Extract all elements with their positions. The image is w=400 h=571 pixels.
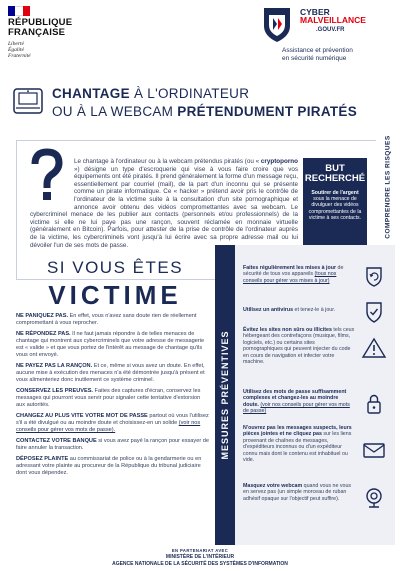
advice-item: CONSERVEZ LES PREUVES. Faites des captures d'écran, conservez les messages qui pourront vous servir pour signaler cette tentative d'extorsion aux autorités.: [16, 388, 201, 408]
mail-icon: [361, 439, 387, 461]
footer-ministry: MINISTÈRE DE L'INTÉRIEUR: [165, 554, 235, 560]
password-tips-link[interactable]: (voir nos conseils pour gérer vos mots de passe): [243, 401, 350, 415]
advice-item: CHANGEZ AU PLUS VITE VOTRE MOT DE PASSE partout où vous l'utilisez s'il a été divulgué ou au moindre doute et choisissez-en un solide (voir nos conseils pour gérer vos mots de passe).: [16, 413, 209, 433]
advice-item: NE PANIQUEZ PAS. En effet, vous n'avez sans doute rien de réellement compromettant à vous reprocher.: [16, 313, 197, 326]
mesure-item: Évitez les sites non sûrs ou illicites tels ceux hébergeant des contrefaçons (musique, films, logiciels, etc.) ou certains sites pornographiques qui peuvent injecter du code en cours de navigation et infecter votre machine.: [243, 327, 355, 366]
intro-text: Le chantage à l'ordinateur ou à la webcam prétendus piratés (ou « cryptoporno ») désigne un type d'escroquerie qui vise à vous faire croire que vos équipements ont été piratés. Il prend généralement la forme d'un message reçu, essentiellement par courriel (mail), de la part d'un inconnu qui se présente comme un pirate informatique. Ce « hacker » prétend avoir pris le contrôle de l'ordinateur de la victime suite à la consultation d'un site pornographique et annonce avoir obtenu des vidéos compromettantes avec sa webcam. Le cybercriminel menace de les publier aux contacts (personnels et/ou professionnels) de la victime si elle ne lui paye pas une rançon, souvent réclamée en monnaie virtuelle (généralement en Bitcoin). Parfois, pour attester de la prise de contrôle de l'ordinateur auprès de la victime, les cybercriminels vont jusqu'à lui écrire avec sa propre adresse mail ou lui dévoiler l'un de ses mots de passe.: [30, 158, 298, 249]
advice-item: NE PAYEZ PAS LA RANÇON. Et ce, même si vous avez un doute. En effet, aucune mise à exécution des menaces n'a été démontrée jusqu'à présent et vous alimenteriez donc inutilement ce système criminel.: [16, 363, 205, 383]
title-line-1: CHANTAGE À L'ORDINATEUR: [52, 86, 250, 101]
advice-item: CONTACTEZ VOTRE BANQUE si vous avez payé la rançon pour essayer de faire annuler la transaction.: [16, 438, 209, 451]
cybermalveillance-wordmark: CYBER MALVEILLANCE: [300, 7, 366, 25]
title-line-2: OU À LA WEBCAM PRÉTENDUMENT PIRATÉS: [52, 104, 358, 119]
header: [0, 0, 400, 82]
footer: [0, 548, 400, 567]
mesure-item: Utilisez des mots de passe suffisamment complexes et changez-les au moindre doute. (voir nos conseils pour gérer vos mots de passe): [243, 389, 350, 415]
mesure-item: Utilisez un antivirus et tenez-le à jour.: [243, 307, 336, 313]
page-title: [8, 84, 378, 134]
footer-anssi: AGENCE NATIONALE DE LA SÉCURITÉ DES SYSTÈMES D'INFORMATION: [112, 561, 288, 567]
updates-advice-link[interactable]: (tous nos conseils pour gérer vos mises à jour): [243, 271, 337, 284]
republique-francaise-logo: RÉPUBLIQUE FRANÇAISE: [8, 17, 73, 38]
mesures-preventives-panel: [235, 245, 395, 545]
brand-domain: .GOUV.FR: [316, 27, 345, 33]
but-title: BUT RECHERCHÉ: [304, 163, 366, 184]
password-advice-link[interactable]: (voir nos conseils pour gérer vos mots de passe).: [16, 420, 201, 433]
warning-icon: [361, 337, 387, 359]
advice-item: DÉPOSEZ PLAINTE au commissariat de police ou à la gendarmerie ou en adressant votre plainte au procureur de la République du tribunal judiciaire dont vous dépendez.: [16, 456, 202, 476]
advice-list: [16, 313, 210, 481]
laptop-webcam-icon: [12, 88, 44, 114]
republic-motto: Liberté Égalité Fraternité: [8, 41, 31, 59]
comprendre-risques-label: COMPRENDRE LES RISQUES: [384, 134, 392, 239]
footer-partner-label: EN PARTENARIAT AVEC: [171, 548, 229, 553]
advice-item: NE RÉPONDEZ PAS. Il ne faut jamais répondre à de telles menaces de chantage qui montrent aux cybercriminels que votre adresse de messagerie est « valide » et que vous portez de l'intérêt au message de chantage qu'ils vous ont envoyé.: [16, 331, 205, 358]
mesures-preventives-band: MESURES PRÉVENTIVES: [215, 245, 235, 545]
brand-tagline: Assistance et prévention en sécurité numérique: [282, 47, 353, 62]
victime-heading-top: SI VOUS ÊTES: [46, 258, 184, 277]
french-flag-icon: [8, 6, 30, 16]
cybermalveillance-logo-icon: [258, 4, 296, 44]
mesure-item: Masquez votre webcam quand vous ne vous en servez pas (un simple morceau de ruban adhésif opaque sur l'objectif peut suffire).: [243, 483, 352, 502]
but-text: Soutirer de l'argent sous la menace de divulguer des vidéos compromettantes de la victime à ses contacts.: [308, 190, 362, 221]
mesure-item: Faites régulièrement les mises à jour de sécurité de tous vos appareils (tous nos conseils pour gérer vos mises à jour): [243, 265, 344, 284]
mesure-item: N'ouvrez pas les messages suspects, leurs pièces jointes et ne cliquez pas sur les liens provenant de chaînes de messages, d'expéditeurs inconnus ou d'un expéditeur connu mais dont le contenu est inhabituel ou vide.: [243, 425, 352, 464]
shield-refresh-icon: [361, 265, 387, 287]
lock-icon: [361, 393, 387, 415]
webcam-icon: [361, 487, 387, 509]
shield-check-icon: [361, 301, 387, 323]
victime-heading-word: VICTIME: [48, 280, 182, 310]
